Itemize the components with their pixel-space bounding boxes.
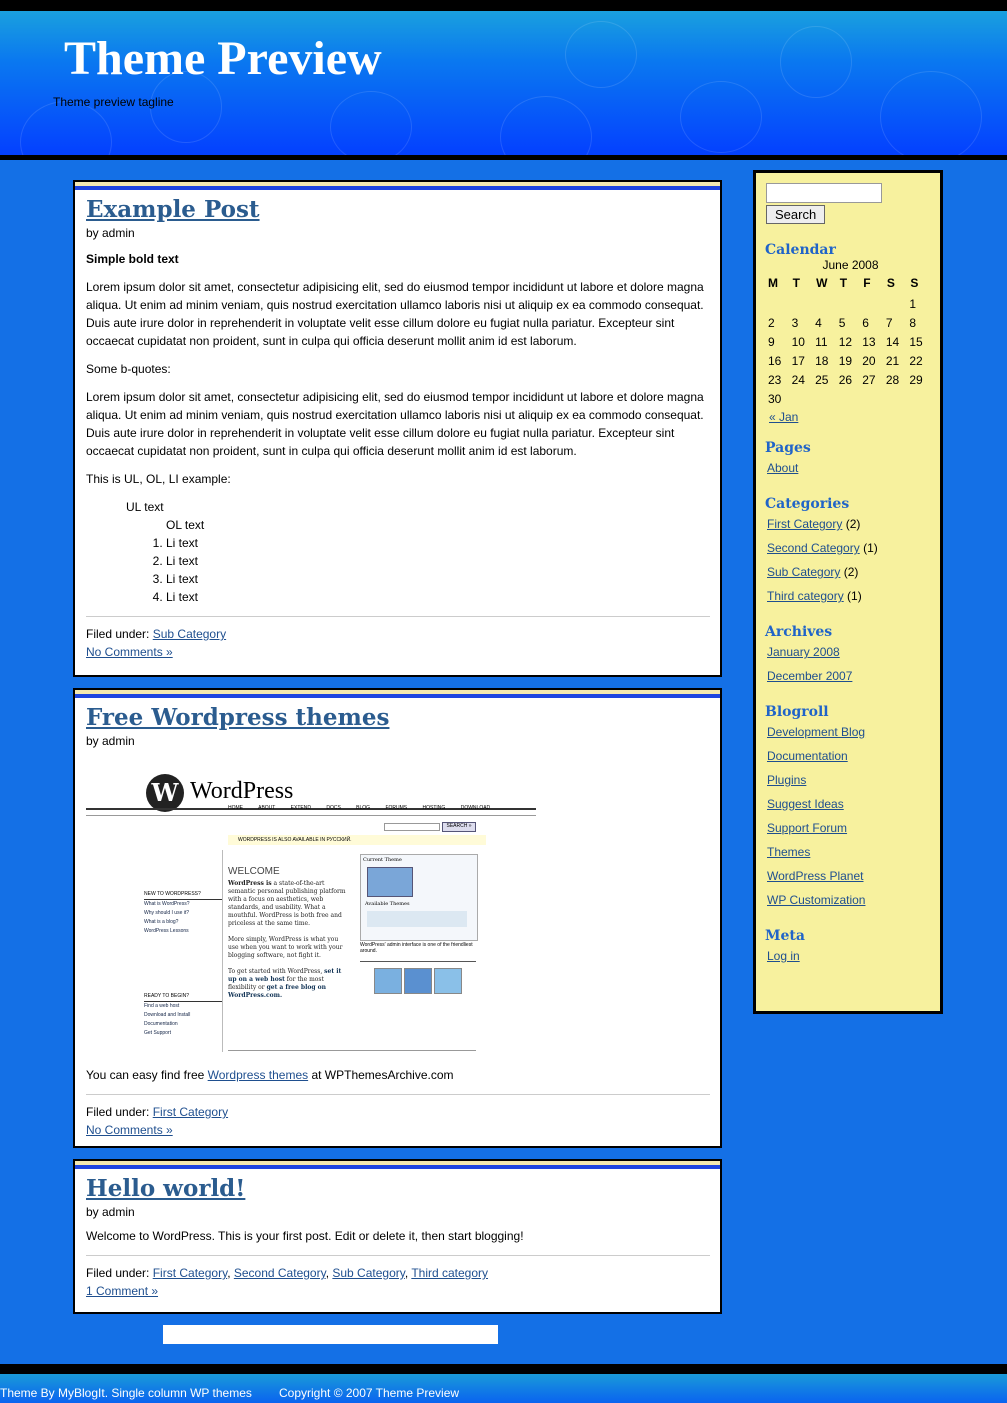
site-title[interactable]: Theme Preview <box>64 32 382 85</box>
footer-top-border <box>0 1364 1007 1374</box>
calendar-day: 11 <box>815 334 828 349</box>
comments-link[interactable]: 1 Comment » <box>86 1284 159 1298</box>
filed-label: Filed under: <box>86 1266 150 1280</box>
calendar-nav <box>769 410 940 424</box>
blogroll-link[interactable]: Plugins <box>767 773 807 787</box>
blogroll-item <box>757 744 940 768</box>
post-top-stripe <box>75 186 720 190</box>
post-example <box>73 180 722 677</box>
meta-item <box>757 944 940 968</box>
calendar-day: 12 <box>838 334 853 349</box>
blogroll-heading: Blogroll <box>765 704 829 720</box>
post-meta <box>86 625 710 661</box>
calendar-day-header: F <box>863 276 871 290</box>
calendar-day: 29 <box>909 372 923 387</box>
calendar-empty-cell <box>839 389 863 408</box>
blogroll-link[interactable]: Support Forum <box>767 821 848 835</box>
header-bubble <box>500 96 592 155</box>
list-item: 3. Li text <box>166 570 710 588</box>
nav-docs: DOCS <box>326 805 341 811</box>
category-link[interactable]: Second Category <box>233 1266 326 1280</box>
header-bubble <box>330 91 412 155</box>
nav-forums: FORUMS <box>385 805 408 811</box>
page-link-about[interactable]: About <box>767 461 799 475</box>
footer-credit: Theme By MyBlogIt. Single column WP themes <box>0 1386 252 1400</box>
calendar-empty-cell <box>792 389 816 408</box>
calendar-day: 25 <box>815 372 829 387</box>
category-link[interactable]: First Category <box>152 1266 228 1280</box>
screenshot-rule <box>228 1050 476 1051</box>
calendar-day-header: S <box>886 276 895 290</box>
search-form <box>756 173 940 224</box>
category-link[interactable]: Third category <box>411 1266 489 1280</box>
screenshot-search-field <box>384 823 440 831</box>
post-title <box>86 704 710 732</box>
calendar-empty-cell <box>862 389 886 408</box>
paragraph: Some b-quotes: <box>86 362 171 376</box>
post-title <box>86 196 710 224</box>
blogroll-item <box>757 840 940 864</box>
calendar-empty-cell <box>768 294 792 313</box>
screenshot-rule <box>360 961 476 962</box>
screenshot-nav <box>228 805 490 811</box>
list-item: 2. Li text <box>166 552 710 570</box>
nav-download: DOWNLOAD <box>460 805 491 811</box>
pages-heading: Pages <box>765 440 811 456</box>
calendar-empty-cell <box>862 294 886 313</box>
calendar-day: 5 <box>838 315 846 330</box>
blogroll-link[interactable]: Suggest Ideas <box>767 797 844 811</box>
calendar-day: 7 <box>885 315 893 330</box>
category-link[interactable]: Sub Category <box>767 565 841 579</box>
site-footer <box>0 1374 1007 1403</box>
post-byline: by admin <box>86 226 135 240</box>
calendar-heading: Calendar <box>765 242 836 258</box>
screenshot-admin-caption: WordPress' admin interface is one of the friendliest around. <box>360 942 473 954</box>
category-link[interactable]: Second Category <box>767 541 860 555</box>
category-link[interactable]: Sub Category <box>332 1266 405 1280</box>
screenshot-notice: WORDPRESS IS ALSO AVAILABLE IN РУССКИЙ. <box>228 835 486 845</box>
ol-text: OL text <box>166 518 205 532</box>
post-paragraph: Welcome to WordPress. This is your first post. Edit or delete it, then start blogging! <box>86 1229 524 1243</box>
blogroll-item <box>757 888 940 912</box>
calendar-day: 13 <box>862 334 876 349</box>
calendar-day: 6 <box>862 315 869 330</box>
wordpress-screenshot[interactable] <box>86 770 536 1052</box>
header-bubble <box>20 101 112 155</box>
calendar-day: 30 <box>768 391 782 406</box>
calendar-day: 24 <box>791 372 805 387</box>
calendar-day: 17 <box>791 353 805 368</box>
category-item <box>757 512 940 536</box>
calendar-empty-cell <box>792 294 816 313</box>
calendar-week <box>768 332 933 351</box>
calendar-week <box>768 389 933 408</box>
blogroll-item <box>757 864 940 888</box>
page-item <box>757 456 940 480</box>
comments-link[interactable]: No Comments » <box>86 1123 173 1137</box>
calendar-week <box>768 351 933 370</box>
screenshot-welcome: WELCOME <box>228 866 280 877</box>
paragraph: Lorem ipsum dolor sit amet, consectetur adipisicing elit, sed do eiusmod tempor incididunt ut labore et dolore magna aliqua. Ut enim ad minim veniam, quis nostrud exercitation ullamco laboris nisi ut aliquip ex ea commodo consequat. Duis aute irure dolor in reprehenderit in voluptate velit esse cillum dolore eu fugiat nulla pariatur. Excepteur sint occaecat cupidatat non proident, sunt in culpa qui officia deserunt mollit anim id est laborum. <box>86 280 704 348</box>
archives-heading: Archives <box>765 624 833 640</box>
meta-heading: Meta <box>765 928 805 944</box>
blogroll-item <box>757 768 940 792</box>
calendar-prev-link[interactable]: « Jan <box>769 410 799 424</box>
calendar-day: 22 <box>909 353 923 368</box>
login-link[interactable]: Log in <box>767 949 800 963</box>
calendar-day: 19 <box>838 353 853 368</box>
screenshot-divider <box>222 850 223 1052</box>
blogroll-link[interactable]: WP Customization <box>767 893 866 907</box>
screenshot-rule <box>86 815 536 816</box>
screenshot-new-box: NEW TO WORDPRESS? What is WordPress? Why should I use it? What is a blog? WordPress Lessons <box>144 890 222 936</box>
calendar-week <box>768 370 933 389</box>
archive-item <box>757 640 940 664</box>
calendar-day: 14 <box>885 334 900 349</box>
blogroll-item <box>757 792 940 816</box>
category-item <box>757 536 940 560</box>
archives-widget <box>756 608 940 688</box>
top-border <box>0 0 1007 11</box>
calendar-day-header: M <box>768 276 778 290</box>
calendar-empty-cell <box>886 294 910 313</box>
category-link[interactable]: First Category <box>767 517 843 531</box>
calendar-day-header: T <box>839 276 848 290</box>
calendar-day-header: T <box>792 276 800 290</box>
ul-text: UL text <box>126 500 164 514</box>
calendar-day: 15 <box>909 334 923 349</box>
calendar-day: 27 <box>862 372 876 387</box>
screenshot-thumb <box>434 968 462 994</box>
archive-link[interactable]: December 2007 <box>767 669 853 683</box>
archive-link[interactable]: January 2008 <box>767 645 840 659</box>
calendar-day: 1 <box>909 296 917 311</box>
blogroll-item <box>757 816 940 840</box>
calendar-day: 2 <box>768 315 775 330</box>
post-top-stripe <box>75 694 720 698</box>
calendar-empty-cell <box>815 389 839 408</box>
post-hello-world <box>73 1159 722 1314</box>
category-count: (2) <box>843 565 859 579</box>
blockquote: Lorem ipsum dolor sit amet, consectetur adipisicing elit, sed do eiusmod tempor incididunt ut labore et dolore magna aliqua. Ut enim ad minim veniam, quis nostrud exercitation ullamco laboris nisi ut aliquip ex ea commodo consequat. Duis aute irure dolor in reprehenderit in voluptate velit esse cillum dolore eu fugiat nulla pariatur. Excepteur sint occaecat cupidatat non proident, sunt in culpa qui officia deserunt mollit anim id est laborum. <box>86 390 704 458</box>
calendar-day: 3 <box>791 315 799 330</box>
category-item <box>757 584 940 608</box>
screenshot-admin-preview: Current Theme Available Themes <box>360 854 478 941</box>
calendar-caption: June 2008 <box>822 258 879 272</box>
calendar-day: 23 <box>768 372 782 387</box>
post-free-themes <box>73 688 722 1148</box>
calendar-day-header: S <box>910 276 919 290</box>
post-title-link[interactable]: Hello world! <box>86 1175 246 1202</box>
filed-label: Filed under: <box>86 1105 150 1119</box>
nav-home: HOME <box>228 805 243 811</box>
screenshot-body: WordPress is a state-of-the-art semantic personal publishing platform with a focus on aesthetics, web standards, and usability. What a mouthful. WordPress is both free and priceless at the same time. More simply, WordPress is what you use when you want to work with your blogging software, not fight it. To get started with WordPress, set it up on a web host for the most flexibility or get a free blog on WordPress.com. <box>228 880 346 999</box>
category-link[interactable]: First Category <box>152 1105 229 1119</box>
calendar-empty-cell <box>839 294 863 313</box>
calendar-day: 26 <box>838 372 853 387</box>
calendar-empty-cell <box>815 294 839 313</box>
nav-about: ABOUT <box>258 805 276 811</box>
header-bubble <box>780 26 852 98</box>
header-bubble <box>565 21 637 88</box>
blogroll-widget <box>756 688 940 912</box>
nav-hosting: HOSTING <box>422 805 446 811</box>
calendar-widget <box>756 224 940 424</box>
sidebar <box>753 170 943 1014</box>
post-meta <box>86 1103 710 1139</box>
post-title-link[interactable]: Example Post <box>86 196 260 223</box>
calendar-body <box>768 294 933 408</box>
calendar-day: 10 <box>791 334 805 349</box>
search-button[interactable]: Search <box>766 205 825 224</box>
post-meta: Filed under: First Category, Second Category, Sub Category, Third category 1 Comment » <box>86 1266 489 1298</box>
filed-label: Filed under: <box>86 627 150 641</box>
post-title-link[interactable]: Free Wordpress themes <box>86 704 390 731</box>
post-byline: by admin <box>86 1205 135 1219</box>
blogroll-link[interactable]: Documentation <box>767 749 848 763</box>
nav-extend: EXTEND <box>290 805 311 811</box>
nav-blog: BLOG <box>356 805 371 811</box>
ordered-list <box>86 534 710 606</box>
calendar-week <box>768 313 933 332</box>
category-link[interactable]: Third category <box>767 589 844 603</box>
post-top-stripe <box>75 1165 720 1169</box>
calendar-empty-cell <box>909 389 933 408</box>
header-bubble <box>680 81 762 153</box>
header-bubble <box>880 71 982 155</box>
header-bottom-border <box>0 155 1007 160</box>
pages-widget <box>756 424 940 480</box>
category-link[interactable]: Sub Category <box>152 627 227 641</box>
wordpress-logo-icon: W <box>146 774 184 812</box>
category-count: (1) <box>863 541 878 555</box>
calendar-day: 16 <box>768 353 782 368</box>
blogroll-link[interactable]: WordPress Planet <box>767 869 864 883</box>
wordpress-wordmark: WordPress <box>190 778 294 804</box>
blogroll-item <box>757 720 940 744</box>
calendar-day: 28 <box>885 372 900 387</box>
list-item: 1. Li text <box>166 534 710 552</box>
white-bar <box>163 1325 498 1344</box>
post-title <box>86 1175 710 1203</box>
blogroll-link[interactable]: Themes <box>767 845 811 859</box>
category-item <box>757 560 940 584</box>
calendar-day: 8 <box>909 315 917 330</box>
blogroll-link[interactable]: Development Blog <box>767 725 866 739</box>
post-byline: by admin <box>86 734 135 748</box>
meta-widget <box>756 912 940 968</box>
calendar-day-header: W <box>816 276 828 290</box>
calendar-day: 20 <box>862 353 876 368</box>
paragraph: This is UL, OL, LI example: <box>86 472 231 486</box>
wordpress-themes-link[interactable]: Wordpress themes <box>207 1068 309 1082</box>
divider <box>86 616 710 617</box>
site-tagline: Theme preview tagline <box>53 95 174 109</box>
calendar-day: 18 <box>815 353 829 368</box>
calendar-table <box>768 258 933 408</box>
screenshot-thumb <box>374 968 402 994</box>
footer-copyright: Copyright © 2007 Theme Preview <box>279 1386 460 1400</box>
categories-heading: Categories <box>765 496 850 512</box>
screenshot-thumb <box>404 968 432 994</box>
calendar-day: 9 <box>768 334 775 349</box>
site-header <box>0 11 1007 155</box>
calendar-week <box>768 294 933 313</box>
comments-link[interactable]: No Comments » <box>86 645 173 659</box>
post-content <box>86 250 710 606</box>
bold-text: Simple bold text <box>86 252 179 266</box>
archive-item <box>757 664 940 688</box>
search-input[interactable] <box>766 183 882 203</box>
calendar-day: 21 <box>885 353 900 368</box>
category-count: (2) <box>845 517 861 531</box>
divider <box>86 1094 710 1095</box>
list-item: 4. Li text <box>166 588 710 606</box>
divider <box>86 1255 710 1256</box>
post-paragraph: You can easy find free Wordpress themes at WPThemesArchive.com <box>86 1068 454 1082</box>
screenshot-ready-box: READY TO BEGIN? Find a web host Download and Install Documentation Get Support <box>144 992 222 1038</box>
categories-widget <box>756 480 940 608</box>
calendar-empty-cell <box>886 389 910 408</box>
calendar-day: 4 <box>815 315 822 330</box>
category-count: (1) <box>847 589 862 603</box>
screenshot-search-button: SEARCH » <box>442 822 476 832</box>
